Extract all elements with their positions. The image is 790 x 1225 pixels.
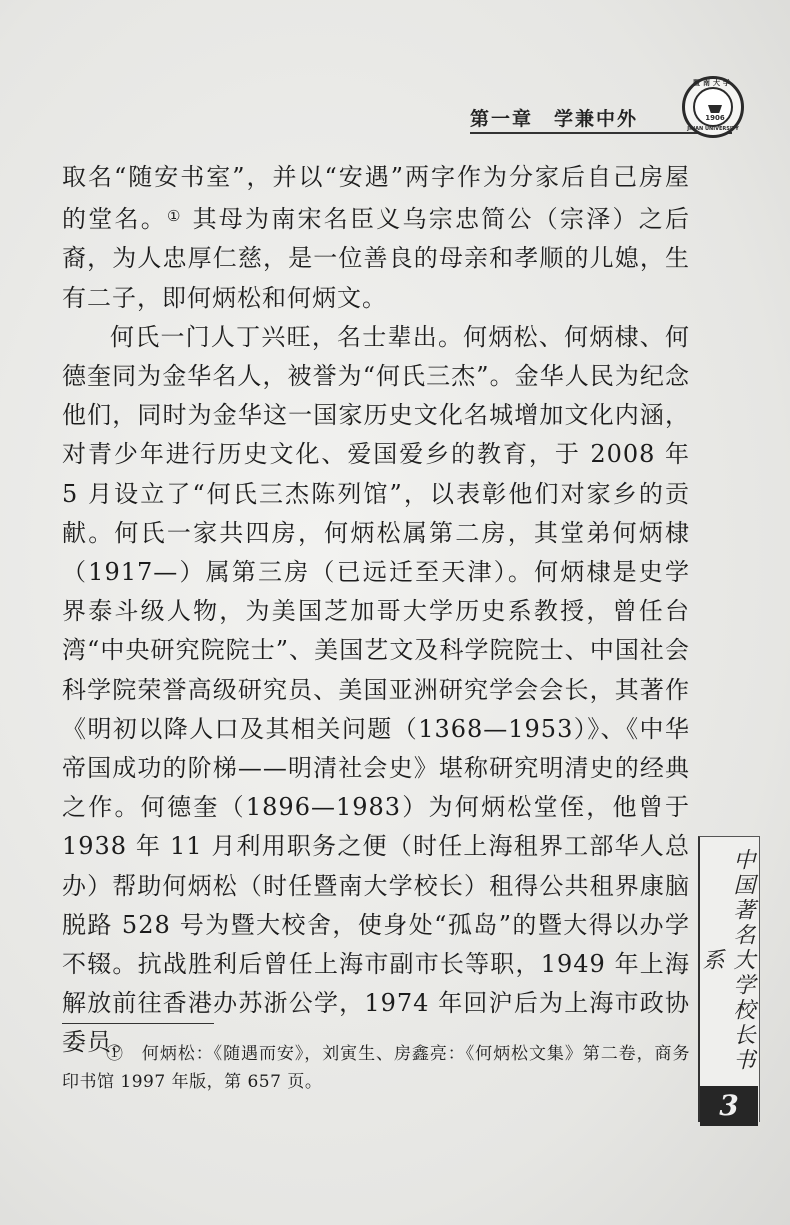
series-title: 中国著名大学校长书系: [699, 847, 755, 1073]
series-sidebar: [698, 836, 760, 1122]
body-text: [62, 158, 690, 1063]
seal-inner-circle: [693, 87, 733, 127]
footnote-text: ① 何炳松：《随遇而安》，刘寅生、房鑫亮：《何炳松文集》第二卷，商务印书馆 1997 年版，第 657 页。: [62, 1044, 690, 1092]
seal-ring-bottom-text: JINAN UNIVERSITY: [687, 126, 739, 132]
footnote: [62, 1040, 690, 1096]
university-seal-logo: [682, 76, 744, 138]
paragraph-1: [62, 158, 690, 318]
seal-year: 1906: [705, 114, 725, 122]
paragraph-1-text-a: 取名“随安书室”，并以“安遇”两字作为分家后自己房屋的堂名。: [62, 163, 690, 234]
footnote-rule: [62, 1023, 214, 1024]
footnote-reference: ①: [166, 207, 183, 226]
paragraph-2: 何氏一门人丁兴旺，名士辈出。何炳松、何炳棣、何德奎同为金华名人，被誉为“何氏三杰”。金华人民为纪念他们，同时为金华这一国家历史文化名城增加文化内涵，对青少年进行历史文化、爱国爱乡的教育，于 2008 年 5 月设立了“何氏三杰陈列馆”，以表彰他们对家乡的贡献。何氏一家共四房，何炳松属第二房，其堂弟何炳棣（1917—）属第三房（已远迁至天津）。何炳棣是史学界泰斗级人物，为美国芝加哥大学历史系教授，曾任台湾“中央研究院院士”、美国艺文及科学院院士、中国社会科学院荣誉高级研究员、美国亚洲研究学会会长，其著作《明初以降人口及其相关问题（1368—1953）》、《中华帝国成功的阶梯——明清社会史》堪称研究明清史的经典之作。何德奎（1896—1983）为何炳松堂侄，他曾于 1938 年 11 月利用职务之便（时任上海租界工部华人总办）帮助何炳松（时任暨南大学校长）租得公共租界康脑脱路 528 号为暨大校舍，使身处“孤岛”的暨大得以办学不辍。抗战胜利后曾任上海市副市长等职，1949 年上海解放前往香港办苏浙公学，1974 年回沪后为上海市政协委员。: [62, 322, 690, 1057]
ship-icon: [708, 105, 722, 113]
header-rule: [470, 132, 732, 134]
paragraph-1-text-b: 其母为南宋名臣义乌宗忠简公（宗泽）之后裔，为人忠厚仁慈，是一位善良的母亲和孝顺的儿媳，生有二子，即何炳松和何炳文。: [62, 205, 690, 312]
page-number: 3: [700, 1086, 758, 1126]
seal-ring-top-text: 暨南大学: [693, 78, 733, 87]
running-head: 第一章 学兼中外: [470, 108, 639, 130]
